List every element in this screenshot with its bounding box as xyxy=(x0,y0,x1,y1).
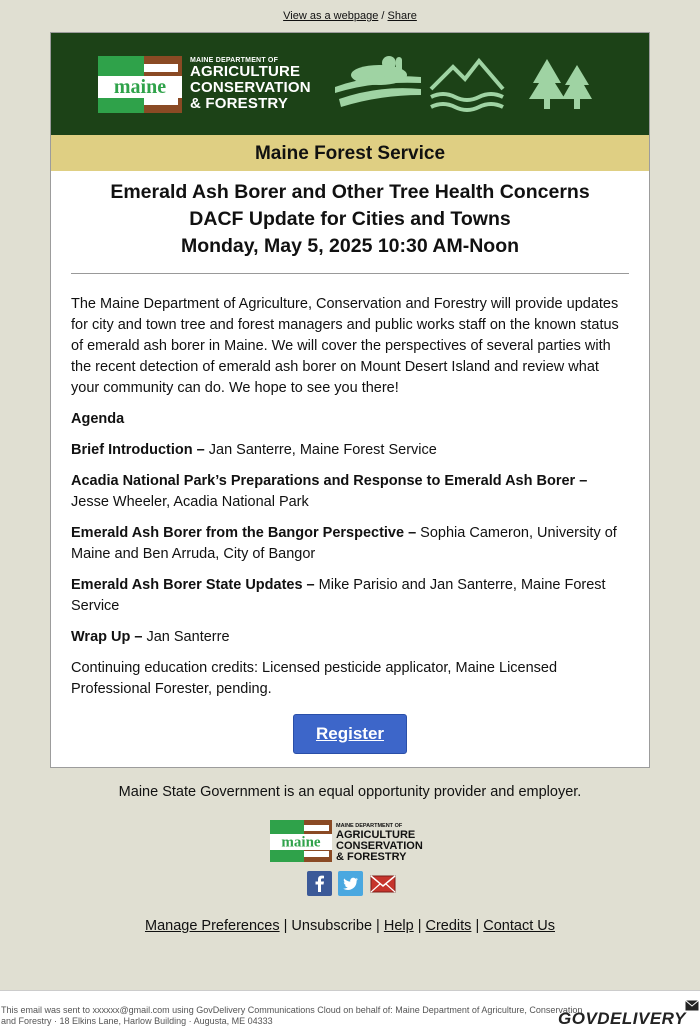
agenda-item-title: Emerald Ash Borer from the Bangor Perspective – xyxy=(71,525,417,541)
farm-field-icon xyxy=(335,56,421,107)
top-links-separator: / xyxy=(378,10,388,22)
agenda-item xyxy=(71,471,629,513)
agenda-item-title: Acadia National Park’s Preparations and Response to Emerald Ash Borer – xyxy=(71,473,588,489)
event-title-line1: Emerald Ash Borer and Other Tree Health Concerns xyxy=(110,181,590,203)
sender-note: This email was sent to xxxxxx@gmail.com using GovDelivery Communications Cloud on behalf of: Maine Department of Agriculture, Conservation and Forestry · 18 Elkins Lane, Harlow Building · Augusta, ME 04333 xyxy=(1,1005,583,1026)
intro-paragraph: The Maine Department of Agriculture, Conservation and Forestry will provide updates for city and town tree and forest managers and public works staff on the known status of emerald ash borer in Maine. We will cover the perspectives of several parties with the recent detection of emerald ash borer on Mount Desert Island and review what your community can do. We hope to see you there! xyxy=(71,296,619,396)
agenda-item-speaker: Jan Santerre xyxy=(142,629,230,645)
org-line2: CONSERVATION xyxy=(190,79,311,96)
dacf-logo-text xyxy=(190,57,311,112)
bottom-strip xyxy=(0,990,700,1034)
contact-us-link[interactable]: Contact Us xyxy=(483,918,555,934)
event-title xyxy=(51,171,649,260)
footer-links xyxy=(0,918,700,934)
email-card xyxy=(50,32,650,768)
twitter-icon[interactable] xyxy=(338,871,363,901)
agenda-item-speaker: Jesse Wheeler, Acadia National Park xyxy=(71,494,309,510)
svg-text:AGRICULTURE: AGRICULTURE xyxy=(336,829,416,841)
facebook-icon[interactable] xyxy=(307,871,332,901)
agenda-item xyxy=(71,440,629,461)
footer-separator: | xyxy=(372,918,384,934)
footer-separator: | xyxy=(471,918,484,934)
org-line3: & FORESTRY xyxy=(190,95,289,112)
header-banner xyxy=(51,33,649,135)
agenda-item xyxy=(71,523,629,565)
footer-separator: | xyxy=(413,918,426,934)
register-button[interactable]: Register xyxy=(293,714,407,754)
svg-text:MAINE DEPARTMENT OF: MAINE DEPARTMENT OF xyxy=(336,823,403,829)
unsubscribe-link[interactable]: Unsubscribe xyxy=(291,918,373,934)
envelope-icon xyxy=(685,1000,699,1011)
section-title-bar: Maine Forest Service xyxy=(51,135,649,171)
email-body xyxy=(51,294,649,754)
credits-link[interactable]: Credits xyxy=(425,918,472,934)
view-as-webpage-link[interactable]: View as a webpage xyxy=(283,10,379,22)
agenda-item-speaker: Mike Parisio and Jan Santerre, Maine Forest Service xyxy=(71,577,606,614)
agenda-item-title: Emerald Ash Borer State Updates – xyxy=(71,577,315,593)
top-links xyxy=(0,0,700,32)
agenda-item xyxy=(71,575,629,617)
banner-landscape-icons xyxy=(333,53,595,115)
equal-opportunity-statement: Maine State Government is an equal opportunity provider and employer. xyxy=(118,784,582,800)
event-date: Monday, May 5, 2025 10:30 AM-Noon xyxy=(180,235,520,257)
svg-text:& FORESTRY: & FORESTRY xyxy=(336,851,407,862)
dacf-logo-mark xyxy=(98,56,182,113)
org-line1: AGRICULTURE xyxy=(190,63,301,80)
svg-text:maine: maine xyxy=(281,834,321,851)
divider xyxy=(71,273,629,274)
email-share-icon[interactable] xyxy=(370,871,397,901)
logo-word: maine xyxy=(113,76,167,98)
social-icons xyxy=(307,871,399,901)
agenda-item-speaker: Jan Santerre, Maine Forest Service xyxy=(204,442,437,458)
mountain-water-icon xyxy=(431,61,503,110)
agenda-item-speaker: Sophia Cameron, University of Maine and Ben Arruda, City of Bangor xyxy=(71,525,617,562)
org-small-text: MAINE DEPARTMENT OF xyxy=(190,57,279,64)
agenda-item-title: Brief Introduction – xyxy=(71,442,205,458)
credits-note: Continuing education credits: Licensed pesticide applicator, Maine Licensed Professional Forester, pending. xyxy=(71,660,558,697)
agenda-heading: Agenda xyxy=(71,411,125,427)
manage-preferences-link[interactable]: Manage Preferences xyxy=(144,918,280,934)
agenda-item-title: Wrap Up – xyxy=(71,629,143,645)
svg-text:CONSERVATION: CONSERVATION xyxy=(336,840,423,852)
help-link[interactable]: Help xyxy=(383,918,414,934)
pine-trees-icon xyxy=(529,59,592,109)
footer-separator: | xyxy=(279,918,292,934)
footer-dacf-logo xyxy=(270,820,433,862)
register-wrap xyxy=(71,714,629,754)
govdelivery-logo[interactable]: GOVDELIVERY xyxy=(558,1009,686,1028)
agenda-item xyxy=(71,627,629,648)
event-title-line2: DACF Update for Cities and Towns xyxy=(189,208,511,230)
share-link[interactable]: Share xyxy=(387,10,417,22)
